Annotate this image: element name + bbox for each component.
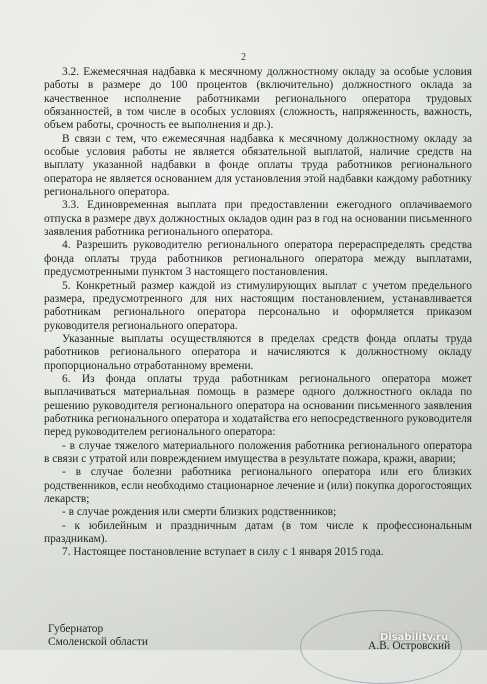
site-watermark: Disability.ru xyxy=(380,632,449,643)
list-item: - в случае тяжелого материального положения работника регионального оператора в связи с утратой или повреждением имущества в результате пожара, кражи, аварии; xyxy=(44,439,472,465)
signatory-name: А.В. Островский xyxy=(368,640,451,652)
page-number: 2 xyxy=(241,52,246,63)
paragraph-5: 5. Конкретный размер каждой из стимулирующих выплат с учетом предельного размера, предусмотренного для них настоящим постановлением, устанавливается работникам регионального оператора персонально и оформляется приказом руководителя регионального оператора. xyxy=(44,279,472,332)
paragraph-note: В связи с тем, что ежемесячная надбавка к месячному должностному окладу за особые условия работы не является обязательной выплатой, наличие средств на выплату указанной надбавки в фонде оплаты труда работников регионального оператора не является основанием для установления этой надбавки каждому работнику регионального оператора. xyxy=(44,132,472,199)
paragraph-4: 4. Разрешить руководителю регионального оператора перераспределять средства фонда оплаты труда работников регионального оператора между выплатами, предусмотренными пунктом 3 настоящего постановления. xyxy=(44,239,472,279)
paragraph-7: 7. Настоящее постановление вступает в силу с 1 января 2015 года. xyxy=(62,546,384,559)
paragraph-6: 6. Из фонда оплаты труда работникам регионального оператора может выплачиваться материальная помощь в размере одного должностного оклада по решению руководителя регионального оператора на основании письменного заявления работника регионального оператора и ходатайства его непосредственного руководителя перед руководителем регионального оператора: xyxy=(44,372,472,439)
document-body xyxy=(44,66,472,560)
list-item: - в случае рождения или смерти близких родственников; xyxy=(62,506,337,519)
signature-region: Смоленской области xyxy=(48,636,148,648)
signature-block xyxy=(48,623,148,649)
list-item: - к юбилейным и праздничным датам (в том числе к профессиональным праздникам). xyxy=(44,519,472,546)
signature-title: Губернатор xyxy=(48,623,104,635)
paragraph-payments: Указанные выплаты осуществляются в пределах средств фонда оплаты труда работников регионального оператора и начисляются к должностному окладу пропорционально отработанному времени. xyxy=(44,332,472,372)
paragraph-3-3: 3.3. Единовременная выплата при предоставлении ежегодного оплачиваемого отпуска в размере двух должностных окладов один раз в год на основании письменного заявления работника регионального оператора. xyxy=(44,199,472,239)
paragraph-3-2: 3.2. Ежемесячная надбавка к месячному должностному окладу за особые условия работы в размере до 100 процентов (включительно) должностного оклада за качественное исполнение работниками регионального оператора трудовых обязанностей, в том числе в особых условиях (сложность, напряженность, важность, объем работы, срочность ее выполнения и др.). xyxy=(44,66,472,132)
list-item: - в случае болезни работника регионального оператора или его близких родственников, если необходимо стационарное лечение и (или) покупка дорогостоящих лекарств; xyxy=(44,466,472,505)
